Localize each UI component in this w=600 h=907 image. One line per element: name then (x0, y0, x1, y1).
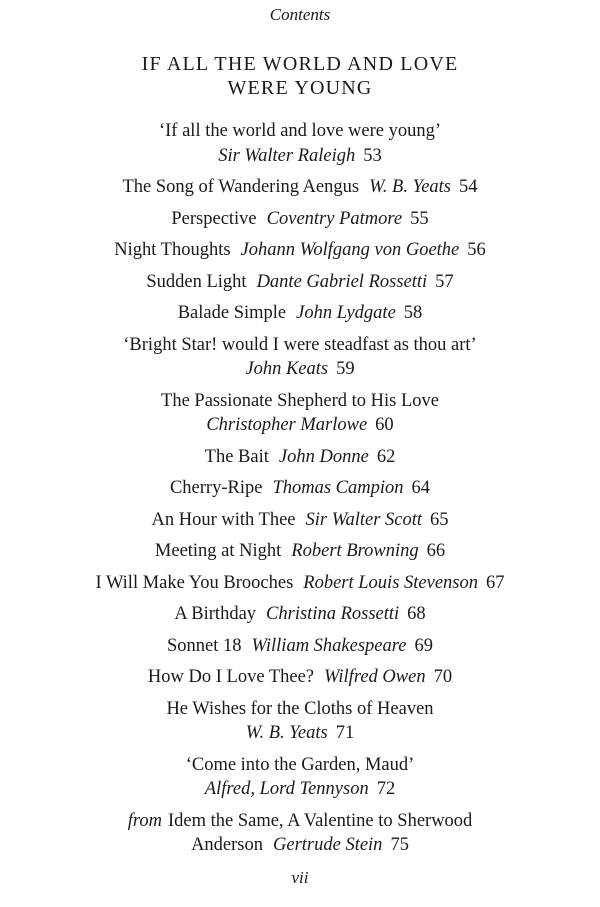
poem-author: W. B. Yeats (245, 723, 328, 743)
toc-entry (0, 270, 600, 295)
section-title (0, 52, 600, 100)
poem-author: Sir Walter Raleigh (218, 145, 356, 166)
page-number: 70 (433, 667, 453, 687)
page-number: 69 (414, 635, 433, 656)
poem-title: He Wishes for the Cloths of Heaven (166, 698, 434, 719)
poem-title: Idem the Same, A Valentine to Sherwood (167, 810, 473, 831)
page-number: 60 (375, 415, 394, 435)
poem-author: Christina Rossetti (266, 604, 400, 624)
toc-entry (0, 539, 600, 564)
poem-title: Night Thoughts (114, 240, 231, 260)
toc-entry (0, 634, 600, 659)
page-number: 75 (390, 835, 409, 855)
poem-title: Perspective (171, 208, 257, 229)
section-title-line: WERE YOUNG (227, 77, 373, 99)
toc-entry (0, 175, 600, 200)
page-number: 65 (430, 509, 449, 530)
page-number: 59 (336, 359, 355, 379)
toc-entry (0, 809, 600, 858)
toc-entry (0, 665, 600, 690)
poem-title: Sudden Light (146, 271, 247, 292)
poem-author: W. B. Yeats (369, 177, 451, 197)
page-number: 66 (426, 541, 446, 561)
poem-title-continued: Anderson (191, 835, 263, 855)
toc-entry (0, 508, 600, 533)
toc-entry (0, 207, 600, 232)
toc-entry (0, 753, 600, 802)
page-number: 67 (486, 572, 505, 593)
poem-author: William Shakespeare (251, 635, 407, 656)
poem-author: John Keats (245, 359, 329, 379)
poem-title: A Birthday (174, 604, 257, 624)
poem-title: An Hour with Thee (151, 509, 296, 530)
poem-author: Dante Gabriel Rossetti (256, 271, 428, 292)
from-prefix: from (127, 810, 162, 831)
page-number: 55 (410, 208, 429, 229)
poem-author: John Lydgate (296, 303, 396, 323)
poem-title: ‘Come into the Garden, Maud’ (185, 754, 415, 775)
page-number: 57 (435, 271, 454, 292)
poem-title: ‘If all the world and love were young’ (158, 121, 442, 141)
poem-title: Balade Simple (177, 303, 287, 323)
page-number: 54 (459, 177, 478, 197)
toc-entry (0, 119, 600, 168)
poem-author: Sir Walter Scott (305, 509, 423, 530)
poem-author: Coventry Patmore (266, 208, 403, 229)
poem-title: I Will Make You Brooches (95, 572, 294, 593)
poem-title: Cherry-Ripe (169, 478, 263, 498)
page-number: 58 (403, 303, 423, 323)
poem-author: Alfred, Lord Tennyson (204, 779, 369, 799)
page-number: 53 (363, 145, 382, 166)
page-number: 62 (376, 446, 396, 467)
poem-author: John Donne (278, 446, 369, 467)
toc-entry (0, 389, 600, 438)
toc-entry (0, 445, 600, 470)
poem-title: ‘Bright Star! would I were steadfast as thou art’ (123, 334, 477, 355)
toc-entry (0, 301, 600, 326)
poem-title: The Song of Wandering Aengus (122, 177, 360, 197)
poem-author: Robert Louis Stevenson (303, 572, 478, 593)
toc-entry (0, 697, 600, 746)
page-number: 71 (335, 723, 355, 743)
section-title-line: IF ALL THE WORLD AND LOVE (141, 53, 459, 75)
toc-entry (0, 333, 600, 382)
poem-author: Gertrude Stein (273, 835, 383, 855)
poem-title: The Passionate Shepherd to His Love (161, 390, 439, 411)
poem-title: Sonnet 18 (166, 635, 242, 656)
page-number: 64 (411, 478, 431, 498)
page-number: 72 (376, 779, 396, 799)
page-folio: vii (291, 868, 309, 887)
poem-author: Christopher Marlowe (206, 415, 368, 435)
poem-author: Wilfred Owen (324, 667, 426, 687)
poem-title: The Bait (204, 446, 269, 467)
toc-entry (0, 571, 600, 596)
toc-entry (0, 476, 600, 501)
page-number: 68 (407, 604, 426, 624)
poem-title: How Do I Love Thee? (147, 667, 315, 687)
poem-author: Thomas Campion (272, 478, 404, 498)
toc-entry (0, 602, 600, 627)
poem-author: Johann Wolfgang von Goethe (240, 240, 460, 260)
poem-title: Meeting at Night (154, 541, 282, 561)
page-number: 56 (467, 240, 486, 260)
contents-list (0, 119, 600, 865)
poem-author: Robert Browning (291, 541, 419, 561)
running-head: Contents (269, 5, 331, 24)
toc-entry (0, 238, 600, 263)
